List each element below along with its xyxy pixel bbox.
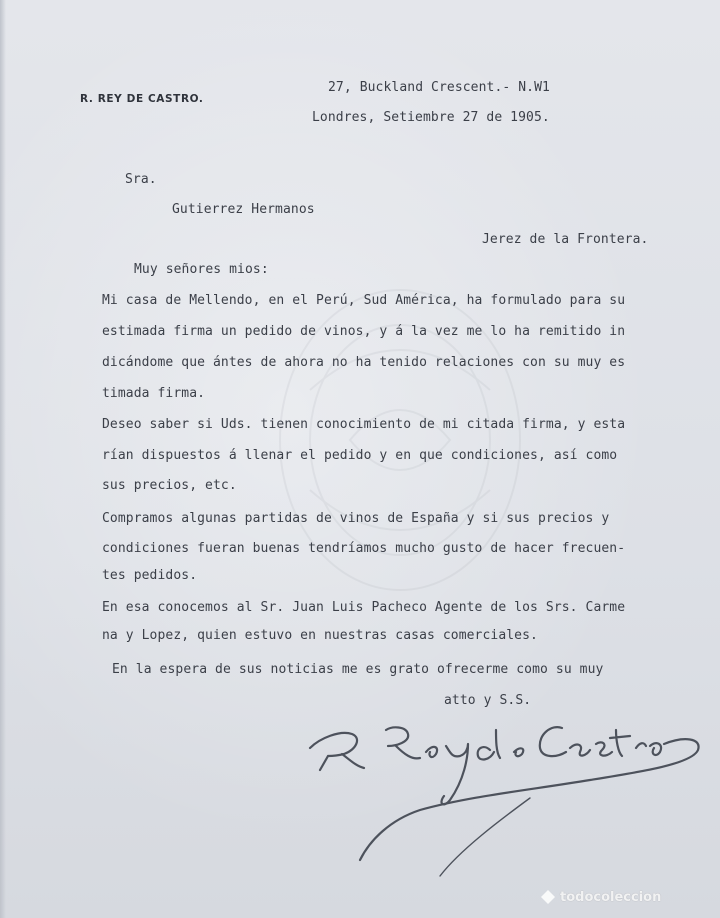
body-line: Mi casa de Mellendo, en el Perú, Sud América, ha formulado para su [102, 293, 626, 308]
body-line: En esa conocemos al Sr. Juan Luis Pacheco Agente de los Srs. Carme [102, 600, 626, 615]
body-line: rían dispuestos á llenar el pedido y en que condiciones, así como [102, 448, 618, 463]
body-line: sus precios, etc. [102, 478, 237, 493]
closing: atto y S.S. [444, 693, 532, 708]
recipient-name: Gutierrez Hermanos [172, 202, 315, 217]
body-line: condiciones fueran buenas tendríamos mucho gusto de hacer frecuen- [102, 541, 626, 556]
body-line: timada firma. [102, 386, 206, 401]
stamp-label: todocoleccion [560, 889, 662, 905]
watermark-ornament [250, 270, 550, 610]
greeting: Muy señores mios: [134, 262, 269, 277]
paper-edge [0, 0, 6, 918]
stamp-logo-icon [540, 889, 556, 905]
sender-address: 27, Buckland Crescent.- N.W1 [328, 80, 550, 95]
salutation-short: Sra. [125, 172, 157, 187]
body-line: En la espera de sus noticias me es grato ofrecerme como su muy [112, 662, 604, 677]
place-date: Londres, Setiembre 27 de 1905. [312, 110, 550, 125]
body-line: estimada firma un pedido de vinos, y á la vez me lo ha remitido in [102, 324, 626, 339]
recipient-city: Jerez de la Frontera. [482, 232, 649, 247]
body-line: Deseo saber si Uds. tienen conocimiento de mi citada firma, y esta [102, 417, 626, 432]
letterhead: R. REY DE CASTRO. [80, 93, 204, 105]
signature-image [300, 700, 720, 890]
body-line: na y Lopez, quien estuvo en nuestras casas comerciales. [102, 628, 538, 643]
body-line: tes pedidos. [102, 568, 198, 583]
body-line: Compramos algunas partidas de vinos de España y si sus precios y [102, 511, 610, 526]
stamp-watermark [540, 886, 708, 908]
body-line: dicándome que ántes de ahora no ha tenido relaciones con su muy es [102, 355, 626, 370]
